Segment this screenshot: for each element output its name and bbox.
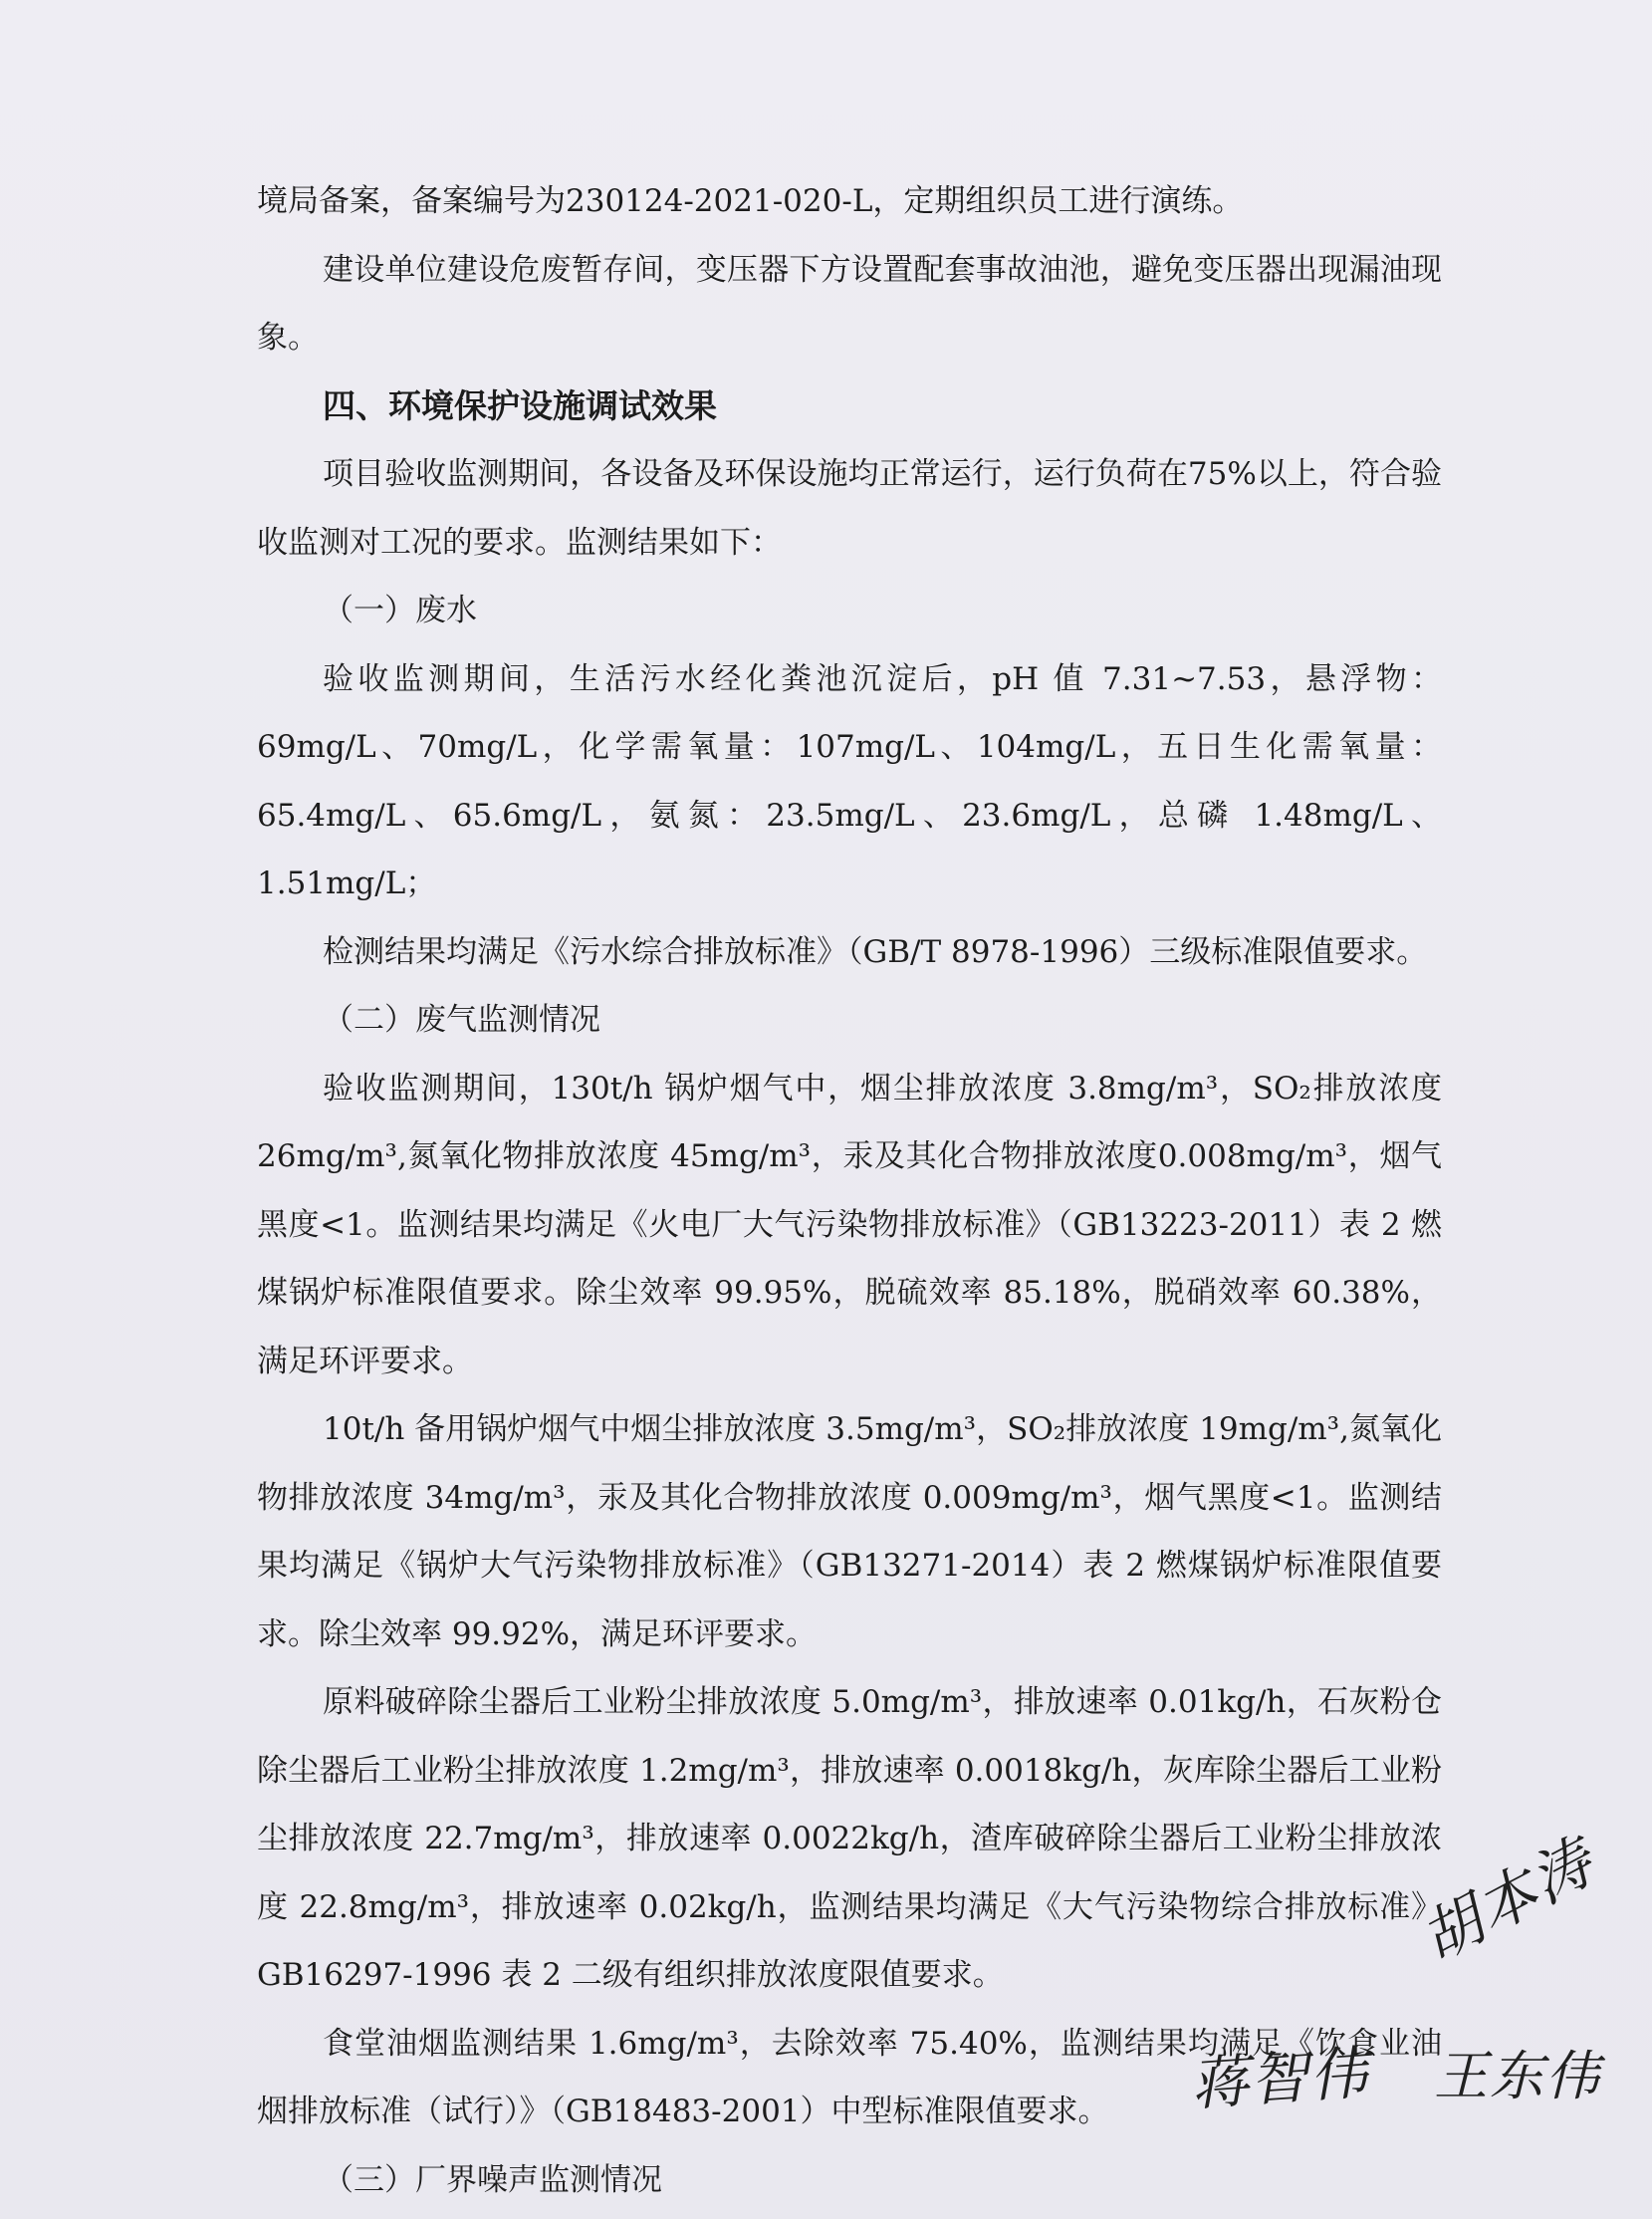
signature-2: 蒋智伟 [1188,2038,1372,2119]
paragraph: 检测结果均满足《污水综合排放标准》（GB/T 8978-1996）三级标准限值要求。 [323,933,1428,970]
paragraph: 食堂油烟监测结果 1.6mg/m³，去除效率 75.40%，监测结果均满足《饮食业油烟排放标准（试行）》（GB18483-2001）中型标准限值要求。 [257,2025,1442,2129]
subsection-heading: （一）废水 [323,593,477,628]
paragraph: 原料破碎除尘器后工业粉尘排放浓度 5.0mg/m³，排放速率 0.01kg/h，石灰粉仓除尘器后工业粉尘排放浓度 1.2mg/m³，排放速率 0.0018kg/h，灰库除尘器后工业粉尘排放浓度 22.7mg/m³，排放速率 0.0022kg/h，渣库破碎除尘器后工业粉尘排放浓度 22.8mg/m³，排放速率 0.02kg/h，监测结果均满足《大气污染物综合排放标准》GB16297-1996 表 2 二级有组织排放浓度限值要求。 [257,1684,1442,1993]
subsection-heading: （三）厂界噪声监测情况 [323,2161,662,2198]
paragraph: 10t/h 备用锅炉烟气中烟尘排放浓度 3.5mg/m³，SO₂排放浓度 19mg/m³,氮氧化物排放浓度 34mg/m³，汞及其化合物排放浓度 0.009mg/m³，烟气黑度<1。监测结果均满足《锅炉大气污染物排放标准》（GB13271-2014）表 2 燃煤锅炉标准限值要求。除尘效率 99.92%，满足环评要求。 [257,1411,1442,1652]
subsection-heading: （二）废气监测情况 [323,1002,600,1038]
section-heading: 四、环境保护设施调试效果 [323,385,717,425]
paragraph: 建设单位建设危废暂存间，变压器下方设置配套事故油池，避免变压器出现漏油现象。 [257,251,1442,356]
signature-1: 胡本涛 [1410,1827,1607,1976]
signature-3: 王东伟 [1434,2045,1601,2107]
paragraph-cont: 境局备案，备案编号为230124-2021-020-L，定期组织员工进行演练。 [257,183,1244,219]
paragraph: 验收监测期间，130t/h 锅炉烟气中，烟尘排放浓度 3.8mg/m³，SO₂排放浓度 26mg/m³,氮氧化物排放浓度 45mg/m³，汞及其化合物排放浓度0.008mg/m³，烟气黑度<1。监测结果均满足《火电厂大气污染物排放标准》（GB13223-2011）表 2 燃煤锅炉标准限值要求。除尘效率 99.95%，脱硫效率 85.18%，脱硝效率 60.38%，满足环评要求。 [257,1070,1442,1379]
document-body [257,167,1442,2214]
paragraph: 项目验收监测期间，各设备及环保设施均正常运行，运行负荷在75%以上，符合验收监测对工况的要求。监测结果如下： [257,456,1442,561]
paragraph: 验收监测期间，生活污水经化粪池沉淀后，pH 值 7.31~7.53，悬浮物：69mg/L、70mg/L，化学需氧量：107mg/L、104mg/L，五日生化需氧量：65.4mg/L、65.6mg/L，氨氮：23.5mg/L、23.6mg/L，总磷 1.48mg/L、1.51mg/L； [257,660,1442,901]
